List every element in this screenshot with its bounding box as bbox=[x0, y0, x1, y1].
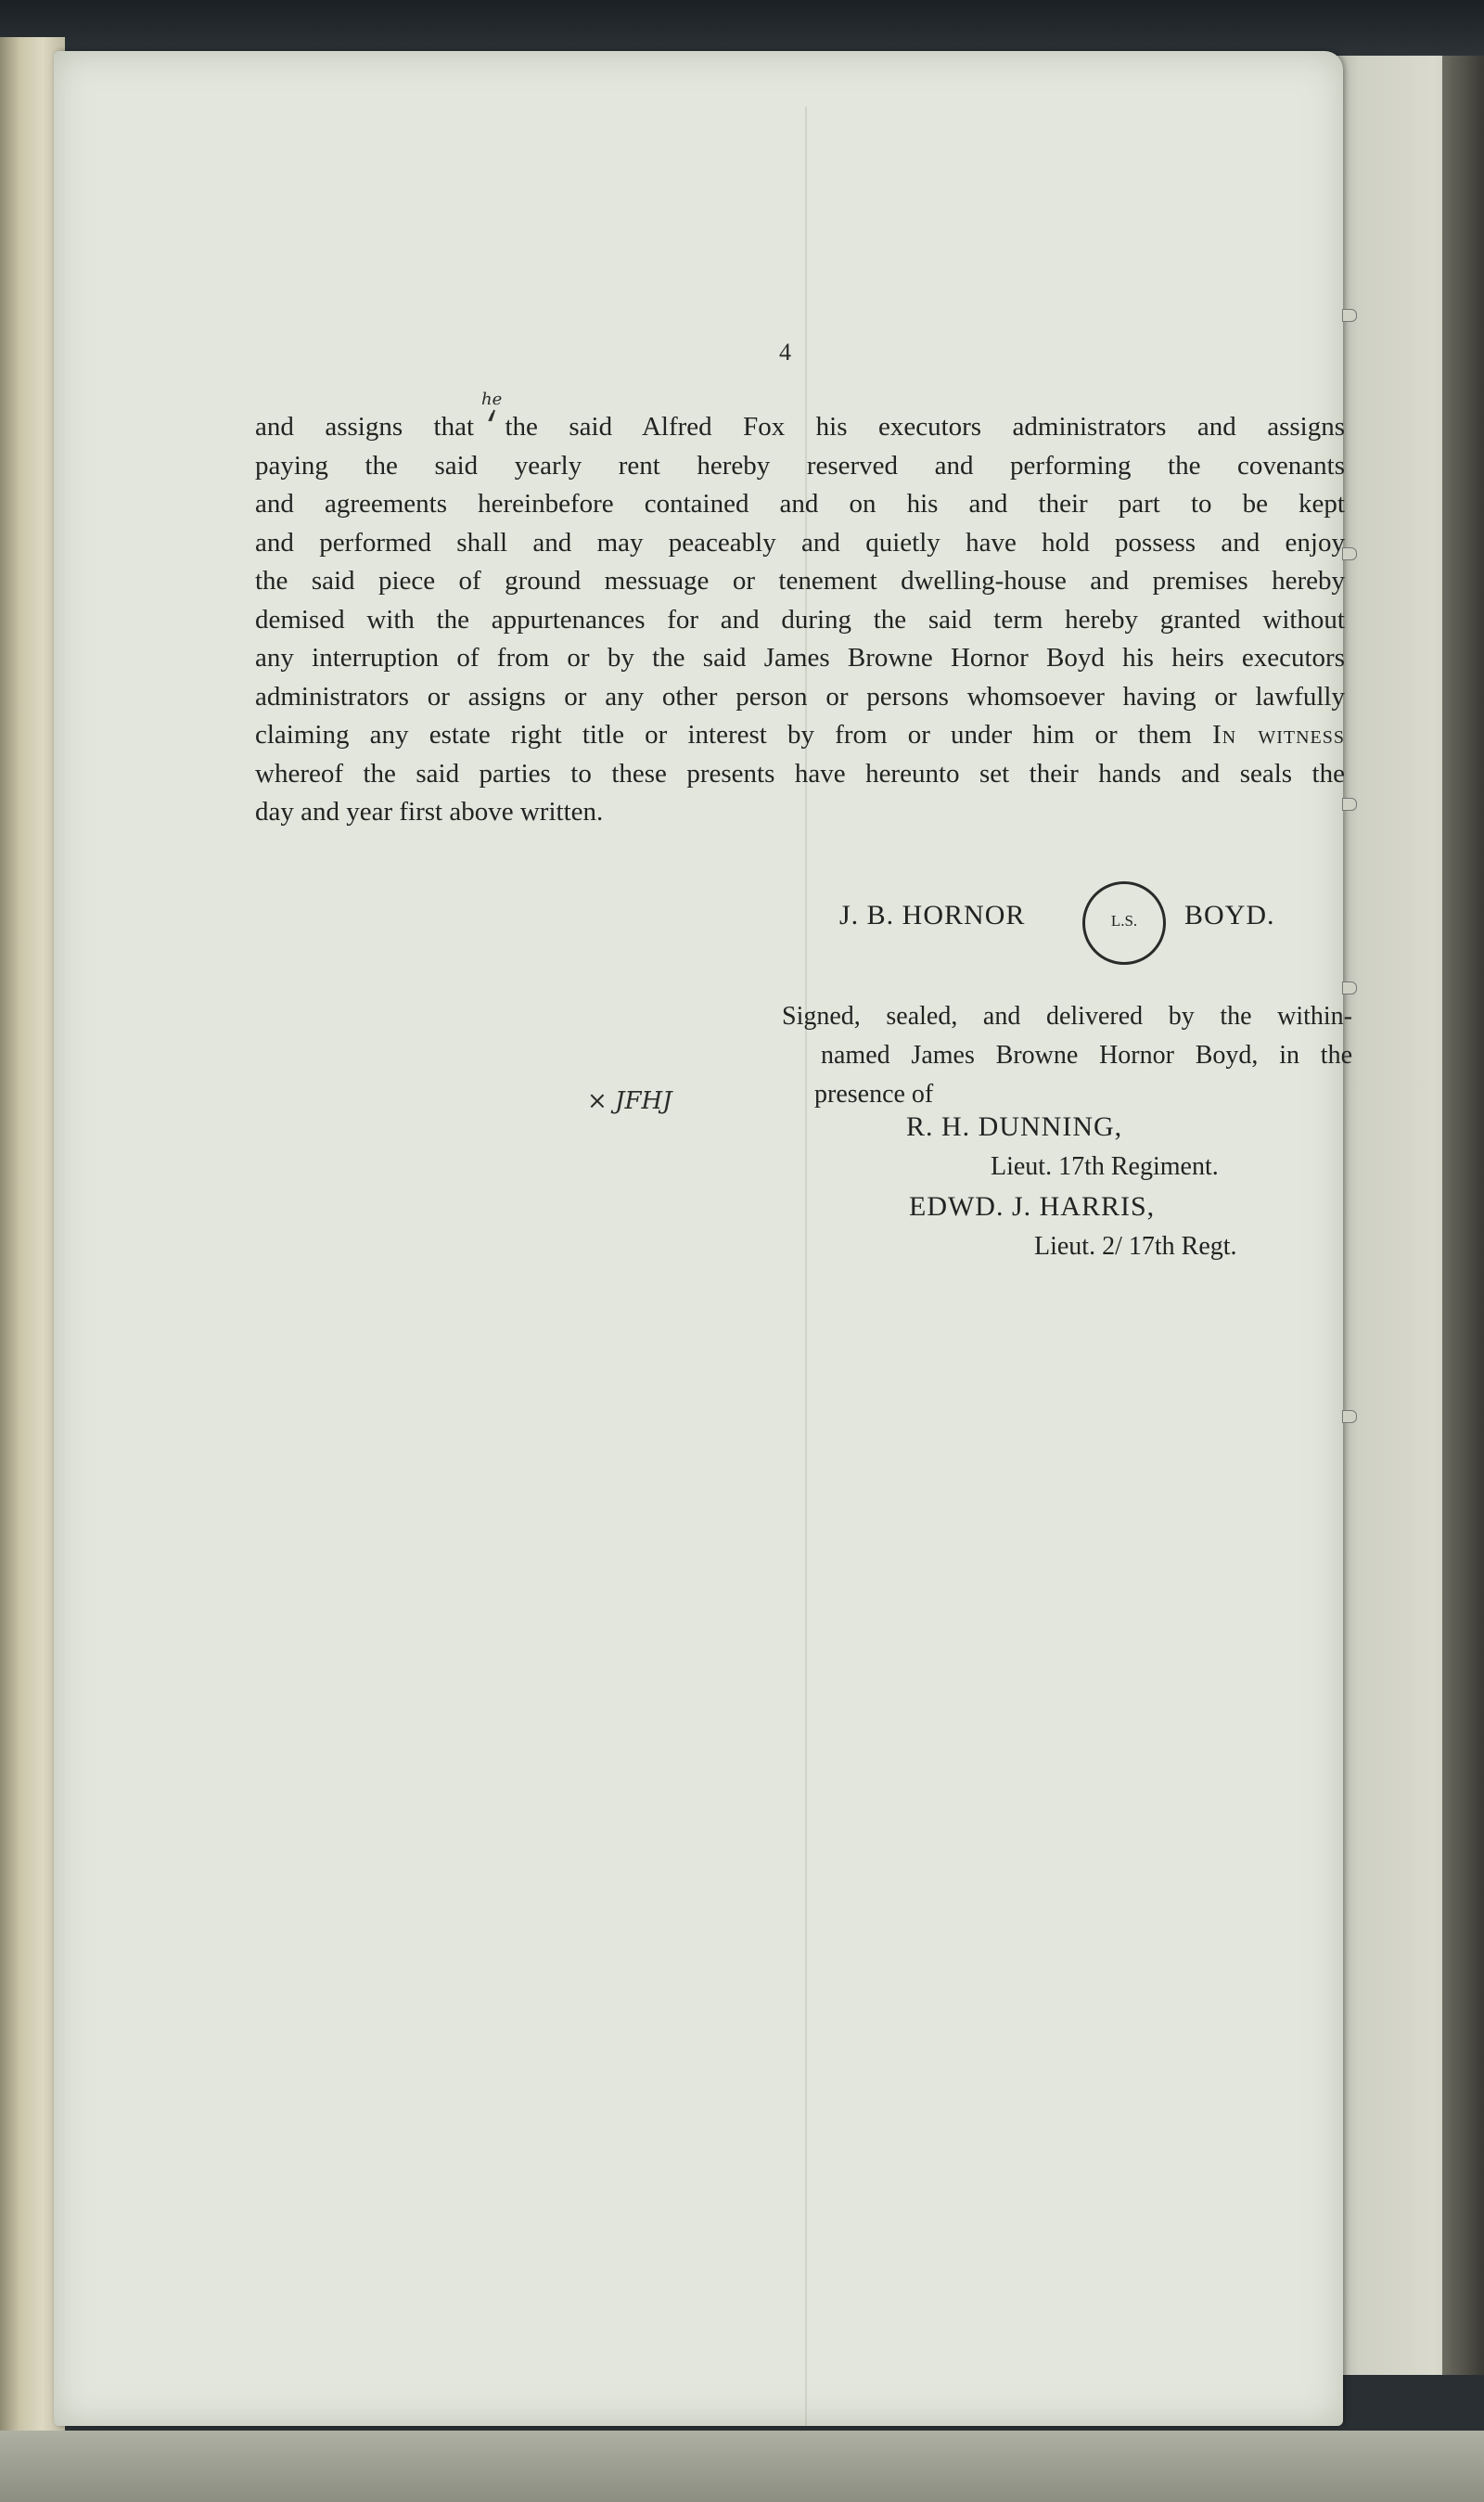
handwritten-initials bbox=[580, 1067, 691, 1132]
attestation-line: named James Browne Hornor Boyd, in the bbox=[821, 1041, 1352, 1070]
witness-name: R. H. DUNNING, bbox=[906, 1111, 1123, 1142]
signatory-surname: BOYD. bbox=[1184, 900, 1275, 930]
page-tab-mark bbox=[1342, 982, 1357, 994]
witness-rank: Lieut. 17th Regiment. bbox=[991, 1152, 1219, 1181]
attestation-line: presence of bbox=[814, 1080, 934, 1109]
margin-initials-text: × JFHJ bbox=[587, 1087, 672, 1115]
witness-name: EDWD. J. HARRIS, bbox=[909, 1191, 1156, 1222]
body-line: whereof the said parties to these presents have hereunto set their hands and seals the bbox=[255, 758, 1345, 789]
in-witness-small-caps: In witness bbox=[1212, 720, 1346, 750]
seal-label: L.S. bbox=[1110, 912, 1138, 930]
attestation-clause bbox=[782, 997, 1352, 1114]
book-edge-shadow bbox=[1442, 56, 1484, 2375]
body-line: claiming any estate right title or interest by from or under him or them In witness bbox=[255, 720, 1346, 750]
body-line: and agreements hereinbefore contained and on his and their part to be kept bbox=[255, 489, 1345, 519]
body-line: paying the said yearly rent hereby reserved and performing the covenants bbox=[255, 450, 1345, 481]
body-line: any interruption of from or by the said James Browne Hornor Boyd his heirs executors bbox=[255, 643, 1345, 673]
body-line: demised with the appurtenances for and during the said term hereby granted without bbox=[255, 604, 1345, 635]
body-line: the said piece of ground messuage or tenement dwelling-house and premises hereby bbox=[255, 566, 1345, 596]
witness-rank: Lieut. 2/ 17th Regt. bbox=[1034, 1232, 1237, 1261]
page-stack-bottom bbox=[0, 2431, 1484, 2502]
body-line: and performed shall and may peaceably and quietly have hold possess and enjoy bbox=[255, 527, 1345, 558]
page-tab-mark bbox=[1342, 1410, 1357, 1423]
page-tab-mark bbox=[1342, 309, 1357, 322]
scan-background-top bbox=[0, 0, 1484, 56]
body-line: administrators or assigns or any other person or persons whomsoever having or lawfully bbox=[255, 681, 1345, 712]
page-number: 4 bbox=[779, 339, 791, 366]
locus-sigilli-seal bbox=[1082, 881, 1166, 965]
attestation-line: Signed, sealed, and delivered by the within- bbox=[782, 1002, 1352, 1031]
signature-block bbox=[839, 881, 1322, 956]
signatory-first-name: J. B. HORNOR bbox=[839, 900, 1026, 930]
handwritten-insert-text: he bbox=[481, 390, 503, 409]
deed-body-text bbox=[255, 408, 1345, 832]
body-line: day and year first above written. bbox=[255, 797, 604, 827]
body-line: and assigns that the said Alfred Fox his executors administrators and assigns bbox=[255, 412, 1345, 442]
